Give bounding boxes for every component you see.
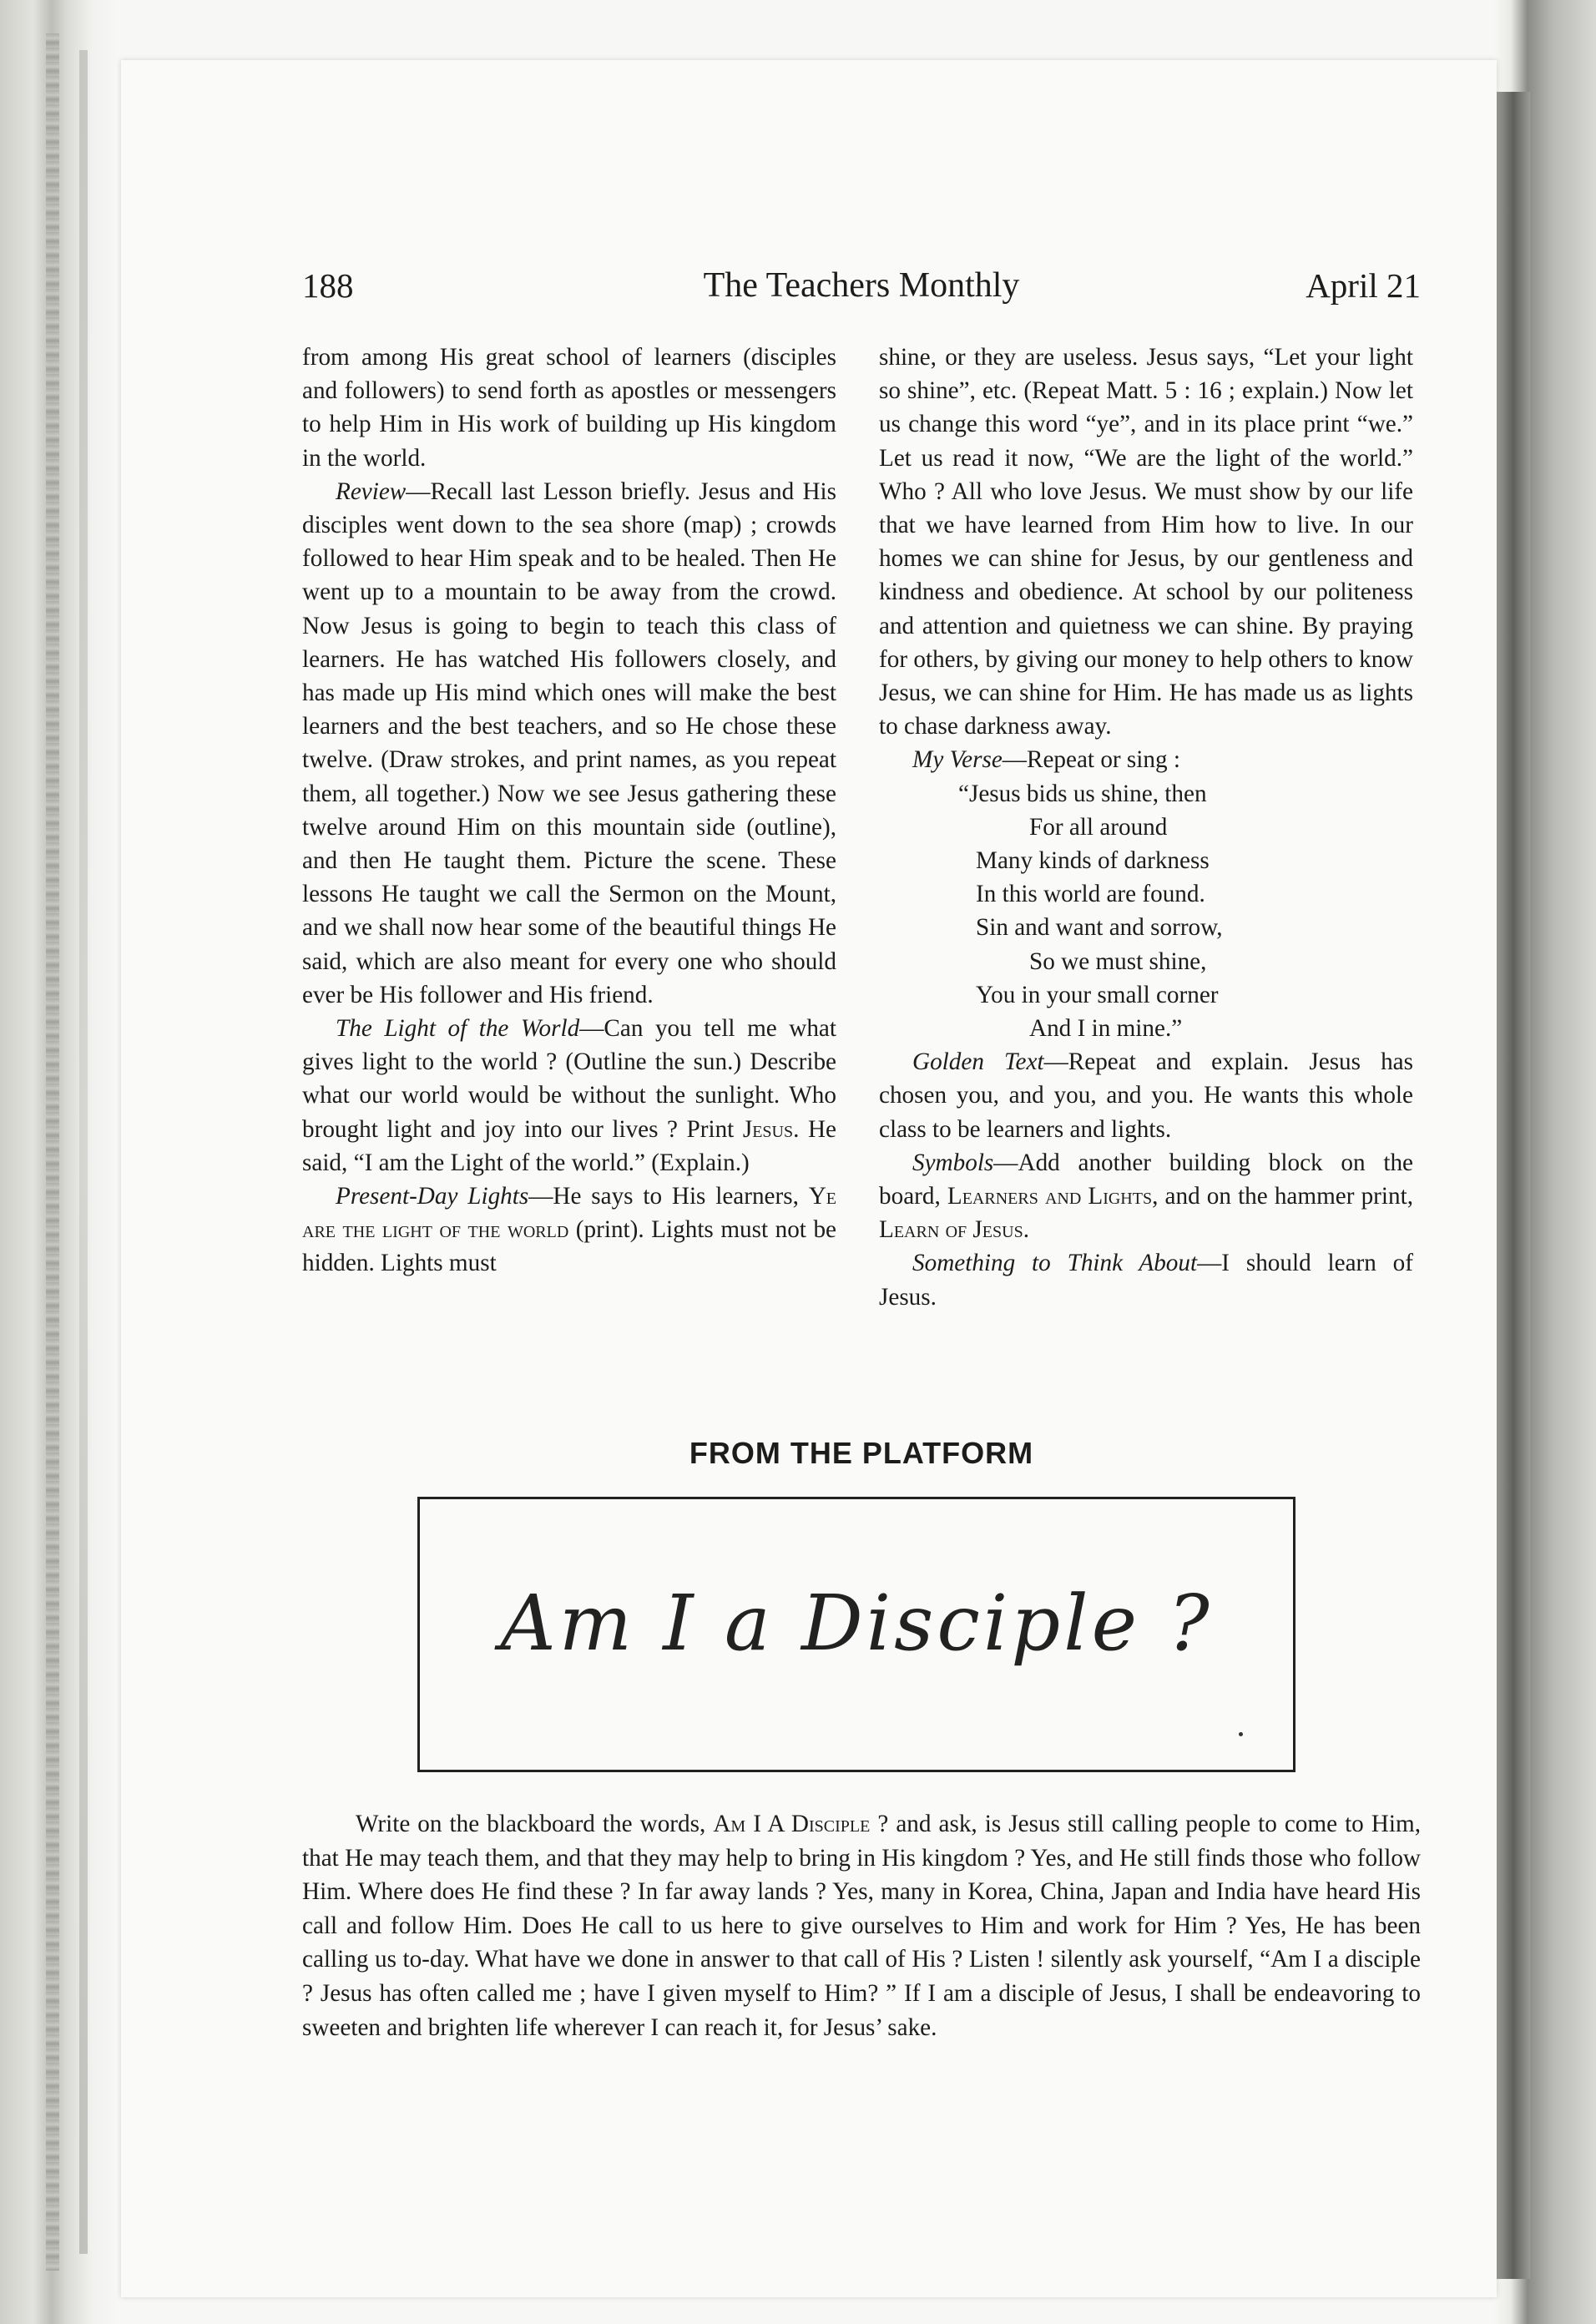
blackboard-text: Am I a Disciple ? [500,1579,1213,1668]
light-jesus: Jesus [742,1115,794,1143]
symbols-print-2: Learn of Jesus [879,1216,1023,1244]
poem-line: For all around [1029,813,1168,841]
light-label: The Light of the World [336,1015,580,1043]
present-print: Ye are the light of the world [302,1183,836,1244]
light-text-1: —Can you tell me what gives light to the world ? (Outline the sun.) Describe what our world would be without the sunlight. Who brought light and joy into our lives ? Print [302,1015,836,1143]
paragraph-apostles: from among His great school of learners (disciples and followers) to send forth as apostles or messengers to help Him in His work of building up His kingdom in the world. [302,344,836,472]
poem [879,777,1413,1046]
paragraph-shine: shine, or they are useless. Jesus says, “Let your light so shine”, etc. (Repeat Matt. 5 : 16 ; explain.) Now let us change this word “ye”, and in its place print “we.” Let us read it now, “We are the light of the world.” Who ? All who love Jesus. We must show by our life that we have learned from Him how to live. In our homes we can shine for Jesus, by our gentleness and kindness and obedience. At school by our politeness and attention and quietness we can shine. By praying for others, by giving our money to help others to know Jesus, we can shine for Him. He has made us as lights to chase darkness away. [879,344,1413,740]
closing-paragraph [302,1807,1421,2044]
book-gutter-shadow [1497,92,1530,2279]
symbols-print-1: Learners and Lights [947,1183,1153,1210]
poem-line: And I in mine.” [1029,1015,1183,1043]
poem-line: You in your small corner [976,981,1219,1008]
think-text: —I should learn of Jesus. [879,1250,1413,1311]
paragraph-present-day-lights [302,1180,836,1281]
paragraph-golden-text [879,1045,1413,1146]
verse-text: —Repeat or sing : [1002,746,1180,774]
symbols-text-3: . [1023,1216,1029,1244]
poem-line: “Jesus bids us shine, then [958,780,1207,807]
closing-text-1: Write on the blackboard the words, [356,1811,714,1837]
book-page-edges-inner [79,50,88,2254]
golden-label: Golden Text [912,1048,1044,1076]
closing-caps: Am I A Disciple [713,1811,871,1837]
platform-heading: FROM THE PLATFORM [689,1436,1034,1470]
page-header [302,265,1421,307]
book-page-edges [46,33,59,2271]
present-text-2: (print). Lights must not be hidden. Lights must [302,1216,836,1277]
present-label: Present-Day Lights [336,1183,529,1210]
right-column [879,341,1413,1314]
symbols-label: Symbols [912,1149,994,1176]
issue-date: April 21 [1306,266,1421,305]
poem-line: In this world are found. [976,881,1205,908]
symbols-text-1: —Add another building block on the board, [879,1149,1413,1210]
journal-title: The Teachers Monthly [703,266,1020,305]
verse-label: My Verse [912,746,1003,774]
paragraph-think-about [879,1246,1413,1313]
blackboard-box [417,1497,1295,1772]
review-text: —Recall last Lesson briefly. Jesus and His disciples went down to the sea shore (map) ; crowds followed to hear Him speak and to be healed. Then He went up to a mountain to be away from the crowd. Now Jesus is going to begin to teach this class of learners. He has watched His followers closely, and has made up His mind which ones will make the best learners and the best teachers, and so He chose these twelve. (Draw strokes, and print names, as you repeat them, all together.) Now we see Jesus gathering these twelve around Him on this mountain side (outline), and then He taught them. Picture the scene. These lessons He taught we call the Sermon on the Mount, and we shall now hear some of the beautiful things He said, which are also meant for every one who should ever be His follower and His friend. [302,477,836,1008]
paragraph-light-of-world [302,1012,836,1180]
light-text-2: . He said, “I am the Light of the world.” (Explain.) [302,1115,836,1176]
paragraph-my-verse [879,743,1413,776]
paragraph-symbols [879,1146,1413,1247]
symbols-text-2: , and on the hammer print, [1152,1183,1414,1210]
review-label: Review [336,477,407,505]
poem-line: Many kinds of darkness [976,847,1210,875]
page-number: 188 [302,266,354,305]
present-text-1: —He says to His learners, [528,1183,809,1210]
golden-text: —Repeat and explain. Jesus has chosen you, and you, and you. He wants this whole class to be learners and lights. [879,1048,1413,1143]
poem-line: So we must shine, [1029,947,1207,975]
paragraph-review [302,475,836,1012]
left-column [302,341,836,1281]
blackboard-dot [1239,1732,1243,1736]
think-label: Something to Think About [912,1250,1198,1277]
poem-line: Sin and want and sorrow, [976,914,1223,942]
closing-text-2: ? and ask, is Jesus still calling people to come to Him, that He may teach them, and that they may help to bring in His kingdom ? Yes, and He still finds those who follow Him. Where does He find these ? In far away lands ? Yes, many in Korea, China, Japan and India have heard His call and follow Him. Does He call to us here to give ourselves to Him and work for Him ? Yes, He has been calling us to-day. What have we done in answer to that call of His ? Listen ! silently ask yourself, “Am I a disciple ? Jesus has often called me ; have I given myself to Him? ” If I am a disciple of Jesus, I shall be endeavoring to sweeten and brighten life wherever I can reach it, for Jesus’ sake. [302,1811,1421,2041]
